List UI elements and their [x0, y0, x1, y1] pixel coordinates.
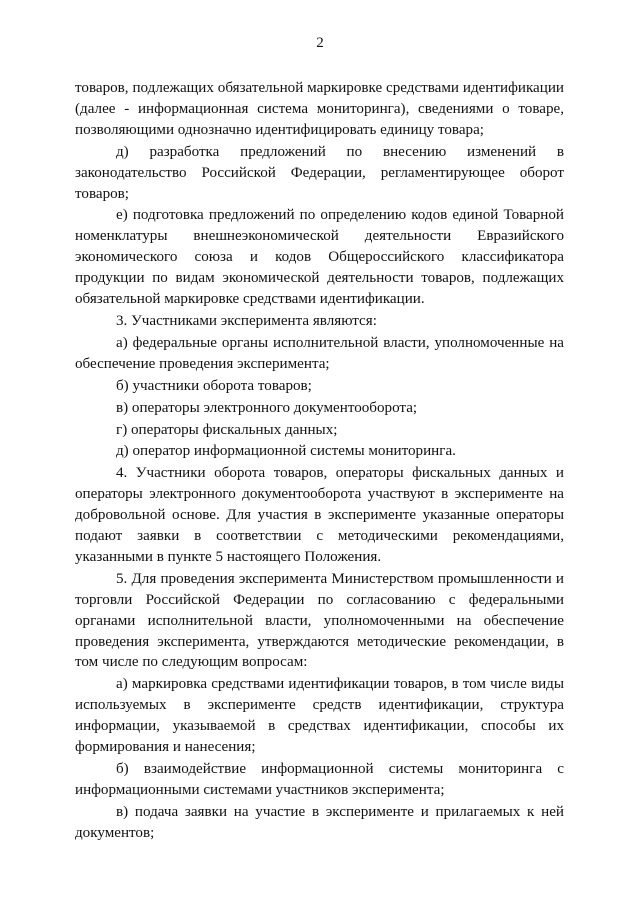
paragraph-section-3: 3. Участниками эксперимента являются: [116, 312, 377, 329]
paragraph-item-g: г) операторы фискальных данных; [116, 421, 338, 438]
paragraph-item-e: е) подготовка предложений по определению кодов единой Товарной номенклатуры внешнеэкономической деятельности Евразийского экономического союза и кодов Общероссийского классификатора продукции по видам экономической деятельности товаров, подлежащих обязательной маркировке средствами идентификации. [75, 207, 564, 308]
paragraph-section-5: 5. Для проведения эксперимента Министерством промышленности и торговли Российской Федерации по согласованию с федеральными органами исполнительной власти, уполномоченными на обеспечение проведения эксперимента, утверждаются методические рекомендации, в том числе по следующим вопросам: [75, 570, 564, 671]
paragraph-item-b: б) участники оборота товаров; [116, 377, 312, 394]
paragraph-item-b2: б) взаимодействие информационной системы мониторинга с информационными системами участников эксперимента; [75, 761, 564, 798]
paragraph-continuation: товаров, подлежащих обязательной маркировке средствами идентификации (далее - информационная система мониторинга), сведениями о товаре, позволяющими однозначно идентифицировать единицу товара; [75, 80, 564, 138]
paragraph-item-a2: а) маркировка средствами идентификации товаров, в том числе виды используемых в эксперименте средств идентификации, структура информации, указываемой в средствах идентификации, способы их формирования и нанесения; [75, 676, 564, 756]
page-number: 2 [316, 35, 324, 51]
paragraph-item-d2: д) оператор информационной системы мониторинга. [116, 443, 456, 460]
paragraph-section-4: 4. Участники оборота товаров, операторы фискальных данных и операторы электронного документооборота участвуют в эксперименте на добровольной основе. Для участия в эксперименте указанные операторы подают заявки в соответствии с методическими рекомендациями, указанными в пункте 5 настоящего Положения. [75, 465, 564, 565]
paragraph-item-d: д) разработка предложений по внесению изменений в законодательство Российской Федерации, регламентирующее оборот товаров; [75, 143, 564, 202]
paragraph-item-v2: в) подача заявки на участие в эксперименте и прилагаемых к ней документов; [75, 803, 564, 841]
document-body [75, 78, 564, 844]
paragraph-item-v: в) операторы электронного документооборота; [116, 399, 418, 416]
paragraph-item-a: а) федеральные органы исполнительной власти, уполномоченные на обеспечение проведения эксперимента; [75, 334, 564, 372]
